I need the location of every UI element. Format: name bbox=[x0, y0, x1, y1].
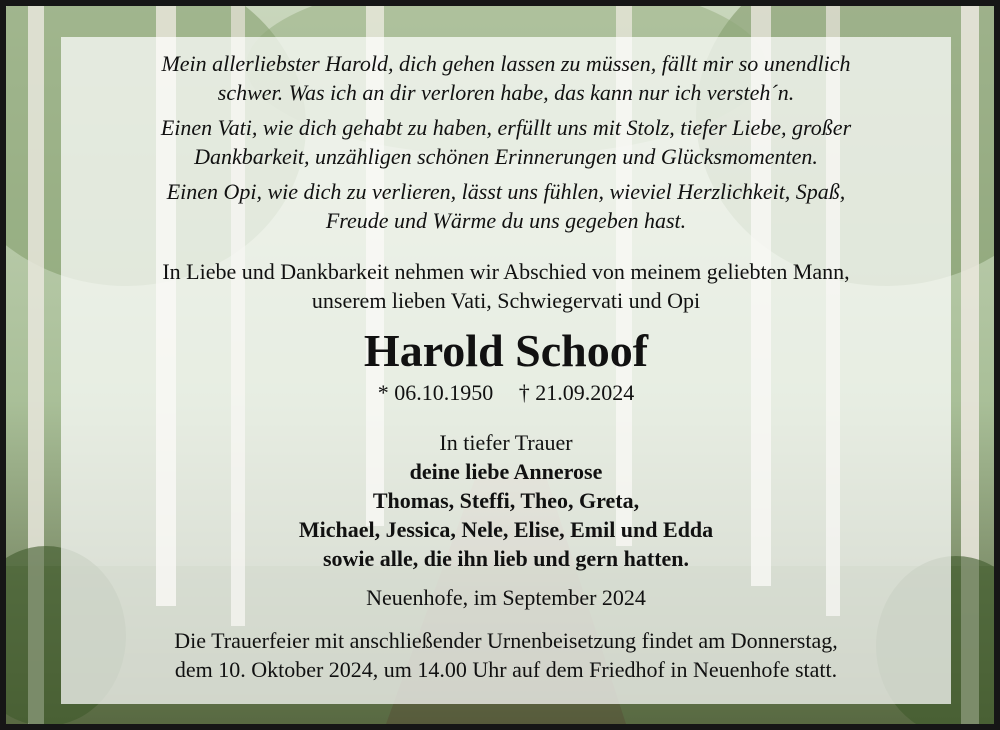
poem-stanza-1 bbox=[61, 49, 951, 107]
text-panel bbox=[61, 37, 951, 704]
poem-stanza-3 bbox=[61, 177, 951, 235]
poem-line: Freude und Wärme du uns gegeben hast. bbox=[325, 208, 687, 233]
farewell-text bbox=[61, 257, 951, 315]
ceremony-line: Die Trauerfeier mit anschließender Urnenbeisetzung findet am Donnerstag, bbox=[174, 628, 838, 653]
ceremony-info bbox=[61, 626, 951, 684]
place-and-date: Neuenhofe, im September 2024 bbox=[366, 585, 646, 610]
life-dates bbox=[61, 380, 951, 406]
mourner-line: Michael, Jessica, Nele, Elise, Emil und Edda bbox=[298, 517, 714, 542]
poem-line: Dankbarkeit, unzähligen schönen Erinnerungen und Glücksmomenten. bbox=[194, 144, 818, 169]
farewell-line: In Liebe und Dankbarkeit nehmen wir Abschied von meinem geliebten Mann, bbox=[162, 259, 850, 284]
poem-line: schwer. Was ich an dir verloren habe, das kann nur ich versteh´n. bbox=[217, 80, 795, 105]
mourning-intro: In tiefer Trauer bbox=[439, 430, 573, 455]
mourners-list bbox=[61, 457, 951, 573]
poem-line: Einen Opi, wie dich zu verlieren, lässt uns fühlen, wieviel Herzlichkeit, Spaß, bbox=[166, 179, 846, 204]
poem-line: Mein allerliebster Harold, dich gehen lassen zu müssen, fällt mir so unendlich bbox=[161, 51, 851, 76]
poem-stanza-2 bbox=[61, 113, 951, 171]
deceased-name: Harold Schoof bbox=[363, 325, 649, 376]
birth-date: * 06.10.1950 bbox=[377, 380, 494, 405]
death-date: † 21.09.2024 bbox=[518, 380, 635, 405]
ceremony-line: dem 10. Oktober 2024, um 14.00 Uhr auf dem Friedhof in Neuenhofe statt. bbox=[174, 657, 838, 682]
poem-line: Einen Vati, wie dich gehabt zu haben, erfüllt uns mit Stolz, tiefer Liebe, großer bbox=[160, 115, 852, 140]
mourner-line: sowie alle, die ihn lieb und gern hatten. bbox=[322, 546, 690, 571]
mourner-line: deine liebe Annerose bbox=[409, 459, 603, 484]
mourner-line: Thomas, Steffi, Theo, Greta, bbox=[372, 488, 640, 513]
farewell-line: unserem lieben Vati, Schwiegervati und Opi bbox=[311, 288, 701, 313]
